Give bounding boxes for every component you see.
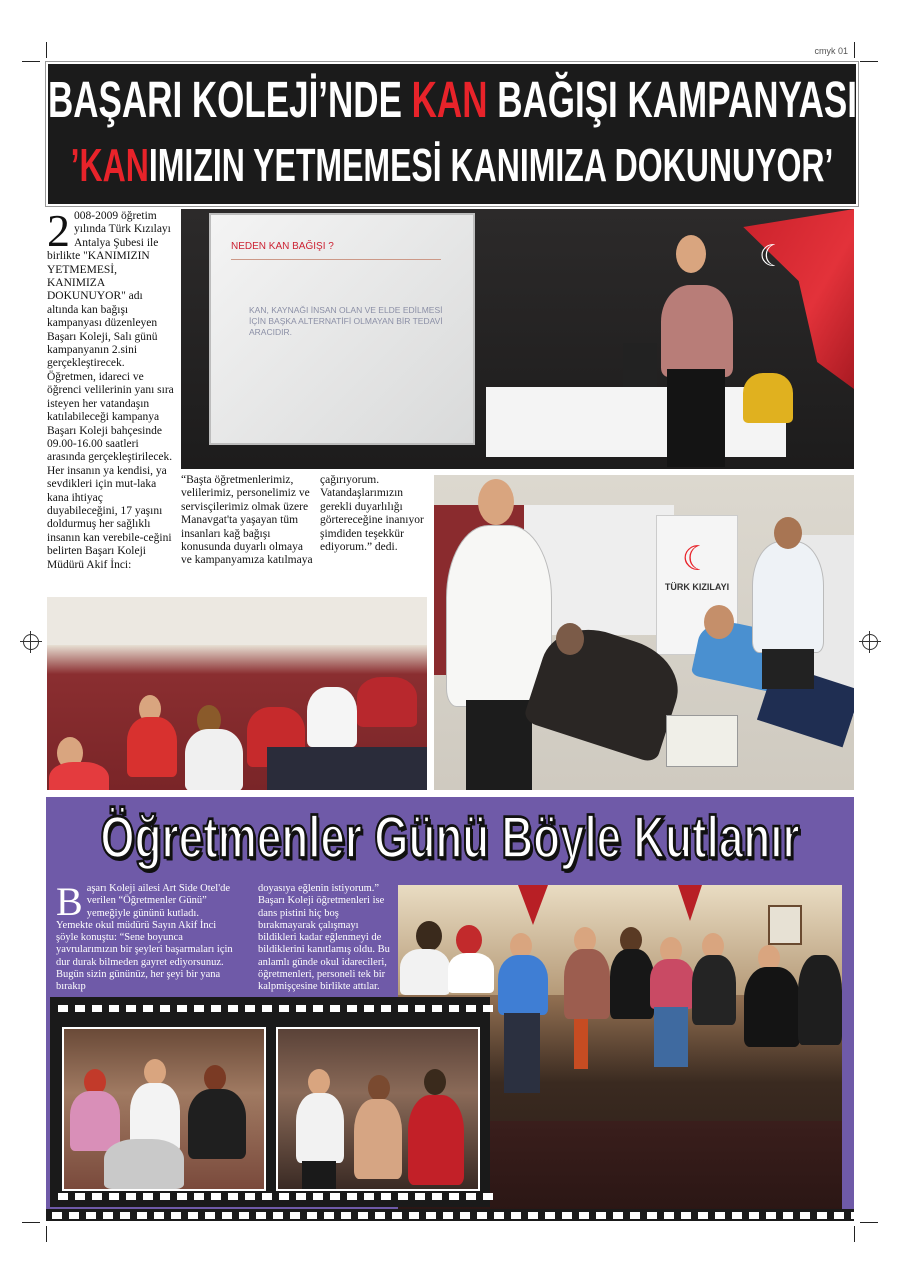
film-perforation	[698, 1212, 708, 1219]
section-text: aşarı Koleji ailesi Art Side Otel'de verilen “Öğretmenler Günü” yemeğiyle gününü kutladı. Yemekte okul müdürü Sayın Akif İnci şöyle konuştu: “Sene boyunca yavrularımızın bir şeyleri başarmaları için dur durak bilmeden gayret ediyorsunuz. Bugün sizin gününüz, her şeyi bir yana bırakıp	[56, 883, 233, 993]
film-perforation	[415, 1193, 425, 1200]
article-column-3: çağırıyorum. Vatandaşlarımızın gerekli duyarlılığı görtereceğine inanıyor şimdiden teşekkür ediyorum.” dedi.	[320, 474, 424, 554]
teachers-day-section	[46, 797, 854, 1221]
film-perforation	[245, 1193, 255, 1200]
film-perforation	[766, 1212, 776, 1219]
film-perforation	[483, 1005, 493, 1012]
article-column-1	[47, 210, 175, 602]
film-perforation	[109, 1193, 119, 1200]
crop-mark	[854, 42, 855, 58]
students-audience-photo	[47, 597, 427, 790]
film-perforation	[494, 1212, 504, 1219]
section-title: Öğretmenler Günü Böyle Kutlanır	[100, 805, 800, 872]
film-perforation	[256, 1212, 266, 1219]
crop-mark	[46, 42, 47, 58]
registration-mark-icon	[862, 634, 878, 650]
film-perforation	[75, 1005, 85, 1012]
film-perforation	[647, 1212, 657, 1219]
crop-mark	[22, 1222, 40, 1223]
film-perforation	[279, 1005, 289, 1012]
film-perforation	[92, 1193, 102, 1200]
film-perforation	[245, 1005, 255, 1012]
headline-line-2	[48, 139, 856, 193]
film-perforation	[222, 1212, 232, 1219]
film-perforation	[330, 1005, 340, 1012]
headline-line-1	[48, 72, 856, 130]
drop-cap: 2	[47, 210, 70, 256]
film-perforation	[137, 1212, 147, 1219]
crop-mark	[22, 61, 40, 62]
section-column-1	[56, 883, 236, 999]
film-perforation	[188, 1212, 198, 1219]
doctor-head	[478, 479, 514, 525]
film-perforation	[347, 1005, 357, 1012]
headline-highlight: KAN	[411, 72, 488, 129]
film-perforations	[46, 1209, 854, 1221]
party-photo-2	[276, 1027, 480, 1191]
film-perforation	[154, 1212, 164, 1219]
film-perforation	[69, 1212, 79, 1219]
seminar-photo: NEDEN KAN BAĞIŞI ? KAN, KAYNAĞI İNSAN OLAN VE ELDE EDİLMESİ İÇİN BAŞKA ALTERNATİFİ OLMAYAN BİR TEDAVİ ARACIDIR. ☾	[181, 209, 854, 469]
film-perforation	[715, 1212, 725, 1219]
film-perforation	[528, 1212, 538, 1219]
headline-text: BAĞIŞI KAMPANYASI	[487, 72, 857, 129]
film-perforation	[460, 1212, 470, 1219]
film-perforation	[477, 1212, 487, 1219]
film-perforation	[126, 1193, 136, 1200]
film-perforation	[749, 1212, 759, 1219]
film-perforation	[75, 1193, 85, 1200]
portrait-frame	[768, 905, 802, 945]
crop-mark	[860, 61, 878, 62]
article-text: 008-2009 öğretim yılında Türk Kızılayı Antalya Şubesi ile birlikte "KANIMIZIN YETMEMESİ, KANIMIZA DOKUNUYOR" adı altında kan bağışı kampanyası düzenleyen Başarı Koleji, Salı günü kampanyanın 2.sini gerçekleştirecek. Öğretmen, idareci ve öğrenci velilerinin yanı sıra isteyen her vatandaşın katılabileceği kampanya Başarı Koleji bahçesinde 09.00-16.00 saatleri arasında gerçekleştirilecek. Her insanın ya kendisi, ya sevdikleri için mut-laka kana ihtiyaç duyabileceğini, 17 yaşını doldurmuş her sağlıklı insanın kan verebile-ceğini belirten Başarı Koleji Müdürü Akif İnci:	[47, 210, 174, 571]
chair	[743, 373, 793, 423]
film-perforation	[398, 1193, 408, 1200]
film-perforation	[52, 1212, 62, 1219]
blood-donation-photo	[434, 475, 854, 790]
film-perforation	[466, 1005, 476, 1012]
headline-text: IMIZIN YETMEMESİ KANIMIZA DOKUNUYOR’	[148, 139, 834, 192]
film-perforation	[58, 1005, 68, 1012]
page-marker: cmyk 01	[814, 46, 848, 56]
crop-mark	[46, 1226, 47, 1242]
film-perforation	[313, 1193, 323, 1200]
film-perforation	[177, 1005, 187, 1012]
film-perforation	[732, 1212, 742, 1219]
section-column-2: doyasıya eğlenin istiyorum.” Başarı Koleji öğretmenleri ise dans pistini hiç boş bırakmayarak çalışmayı bildikleri kadar eğlenmeyi de bildiklerini kanıtlamış oldu. Bu anlamlı günde okul idarecileri, öğretmenleri, personeli tek bir kalpmişçesine birlikte attılar.	[258, 883, 390, 993]
film-perforation	[120, 1212, 130, 1219]
film-perforation	[375, 1212, 385, 1219]
film-perforation	[103, 1212, 113, 1219]
headline-text: BAŞARI KOLEJİ’NDE	[48, 72, 412, 129]
slide-body: KAN, KAYNAĞI İNSAN OLAN VE ELDE EDİLMESİ İÇİN BAŞKA ALTERNATİFİ OLMAYAN BİR TEDAVİ ARACIDIR.	[249, 305, 443, 337]
film-perforation	[449, 1193, 459, 1200]
crop-mark	[860, 1222, 878, 1223]
film-perforation	[449, 1005, 459, 1012]
film-perforation	[783, 1212, 793, 1219]
film-perforation	[834, 1212, 844, 1219]
film-perforation	[817, 1212, 827, 1219]
film-perforation	[398, 1005, 408, 1012]
slide-title: NEDEN KAN BAĞIŞI ?	[231, 241, 334, 252]
film-perforation	[409, 1212, 419, 1219]
film-perforation	[330, 1193, 340, 1200]
film-perforation	[296, 1193, 306, 1200]
film-perforation	[392, 1212, 402, 1219]
film-perforation	[630, 1212, 640, 1219]
film-perforation	[58, 1193, 68, 1200]
film-perforation	[681, 1212, 691, 1219]
film-perforation	[109, 1005, 119, 1012]
film-perforation	[562, 1212, 572, 1219]
party-photo-1	[62, 1027, 266, 1191]
film-perforation	[381, 1193, 391, 1200]
film-perforation	[664, 1212, 674, 1219]
film-perforation	[358, 1212, 368, 1219]
film-perforation	[273, 1212, 283, 1219]
drop-cap: B	[56, 883, 83, 924]
film-perforation	[262, 1005, 272, 1012]
film-perforation	[545, 1212, 555, 1219]
film-perforation	[341, 1212, 351, 1219]
film-perforation	[443, 1212, 453, 1219]
laptop	[623, 343, 657, 387]
film-perforation	[177, 1193, 187, 1200]
turkish-flag	[731, 209, 854, 389]
film-perforation	[381, 1005, 391, 1012]
film-perforation	[160, 1005, 170, 1012]
headline-band	[46, 62, 858, 206]
film-perforation	[579, 1212, 589, 1219]
film-perforation	[347, 1193, 357, 1200]
standing-man	[752, 541, 824, 653]
film-perforation	[800, 1212, 810, 1219]
film-perforation	[126, 1005, 136, 1012]
film-perforation	[160, 1193, 170, 1200]
film-perforation	[296, 1005, 306, 1012]
banner-brand: TÜRK KIZILAYI	[664, 582, 730, 592]
film-perforation	[86, 1212, 96, 1219]
film-perforation	[511, 1212, 521, 1219]
film-perforation	[364, 1005, 374, 1012]
film-perforation	[324, 1212, 334, 1219]
film-perforation	[466, 1193, 476, 1200]
film-perforation	[613, 1212, 623, 1219]
projection-screen	[209, 213, 475, 445]
film-perforation	[415, 1005, 425, 1012]
film-perforation	[426, 1212, 436, 1219]
film-perforation	[432, 1005, 442, 1012]
film-perforation	[171, 1212, 181, 1219]
film-perforation	[483, 1193, 493, 1200]
film-perforation	[228, 1193, 238, 1200]
headline-highlight: ’KAN	[70, 139, 149, 192]
film-perforation	[432, 1193, 442, 1200]
film-perforation	[364, 1193, 374, 1200]
film-perforation	[313, 1005, 323, 1012]
film-perforation	[262, 1193, 272, 1200]
medical-device	[666, 715, 738, 767]
film-perforation	[307, 1212, 317, 1219]
film-perforation	[194, 1193, 204, 1200]
film-perforation	[205, 1212, 215, 1219]
crescent-icon: ☾	[681, 540, 713, 578]
film-perforation	[596, 1212, 606, 1219]
film-perforation	[92, 1005, 102, 1012]
film-perforation	[211, 1005, 221, 1012]
crop-mark	[854, 1226, 855, 1242]
film-perforation	[211, 1193, 221, 1200]
film-perforation	[279, 1193, 289, 1200]
table	[486, 387, 786, 457]
registration-mark-icon	[23, 634, 39, 650]
film-perforation	[194, 1005, 204, 1012]
film-perforation	[851, 1212, 861, 1219]
film-perforation	[228, 1005, 238, 1012]
film-perforation	[143, 1193, 153, 1200]
film-perforation	[290, 1212, 300, 1219]
article-column-2: “Başta öğretmenlerimiz, velilerimiz, personelimiz ve servisçilerimiz olmak üzere Manavgat'ta yaşayan tüm insanları kağ bağışı konusunda duyarlı olmaya ve kampanyamıza katılmaya	[181, 474, 313, 567]
film-perforation	[239, 1212, 249, 1219]
film-strip	[50, 997, 490, 1207]
speaker-person	[661, 285, 733, 377]
film-perforation	[143, 1005, 153, 1012]
